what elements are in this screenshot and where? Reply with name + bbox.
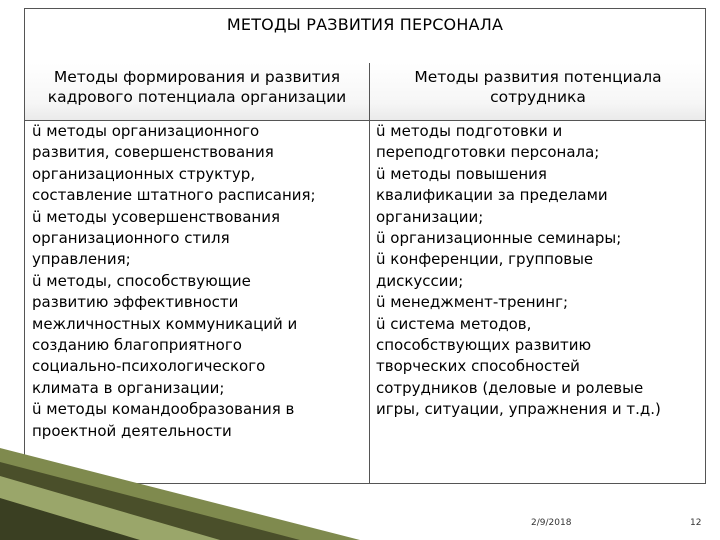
left-column-body [32, 121, 366, 442]
methods-table [24, 8, 706, 484]
left-text-line: организационных структур, [32, 164, 256, 183]
slide-title: МЕТОДЫ РАЗВИТИЯ ПЕРСОНАЛА [226, 15, 504, 34]
right-text-line: творческих способностей [376, 357, 580, 376]
right-text-line: сотрудников (деловые и ролевые [376, 378, 644, 397]
right-text-line: ü конференции, групповые [376, 250, 594, 269]
right-text-line: ü менеджмент-тренинг; [376, 293, 569, 312]
right-header-line: сотрудника [490, 88, 586, 106]
left-header-line: кадрового потенциала организации [47, 88, 347, 106]
right-header-line: Методы развития потенциала [414, 68, 662, 86]
right-text-line: квалификации за пределами [376, 186, 608, 205]
slide-decoration [0, 440, 720, 540]
left-text-line: ü методы организационного [32, 122, 260, 140]
right-text-line: способствующих развитию [376, 336, 592, 355]
left-text-line: ü методы усовершенствования [32, 207, 280, 226]
left-column-header [25, 67, 369, 107]
left-text-line: созданию благоприятного [32, 336, 242, 355]
left-text-line: ü методы командообразования в [32, 400, 295, 419]
right-column-header [370, 67, 706, 107]
left-text-line: проектной деятельности [32, 421, 232, 440]
left-text-line: организационного стиля [32, 229, 230, 248]
left-text-line: межличностных коммуникаций и [32, 314, 298, 333]
left-text-line: составление штатного расписания; [32, 186, 316, 205]
title-row [25, 9, 705, 64]
right-text-line: ü организационные семинары; [376, 229, 622, 248]
right-text-line: ü система методов, [376, 314, 532, 333]
left-text-line: развитию эффективности [32, 293, 239, 312]
right-text-line: организации; [376, 207, 484, 226]
left-header-line: Методы формирования и развития [53, 68, 341, 86]
page-number: 12 [690, 518, 702, 528]
left-text-line: ü методы, способствующие [32, 271, 251, 290]
right-text-line: ü методы подготовки и [376, 122, 563, 140]
left-text-line: развития, совершенствования [32, 143, 274, 162]
column-divider [369, 63, 370, 483]
right-text-line: переподготовки персонала; [376, 143, 600, 162]
right-text-line: ü методы повышения [376, 164, 547, 183]
footer-date: 2/9/2018 [531, 518, 572, 528]
right-text-line: игры, ситуации, упражнения и т.д.) [376, 400, 661, 419]
right-column-body [376, 121, 702, 421]
right-text-line: дискуссии; [376, 271, 464, 290]
header-row [25, 63, 705, 121]
left-text-line: управления; [32, 250, 131, 269]
left-text-line: социально-психологического [32, 357, 266, 376]
left-text-line: климата в организации; [32, 378, 225, 397]
